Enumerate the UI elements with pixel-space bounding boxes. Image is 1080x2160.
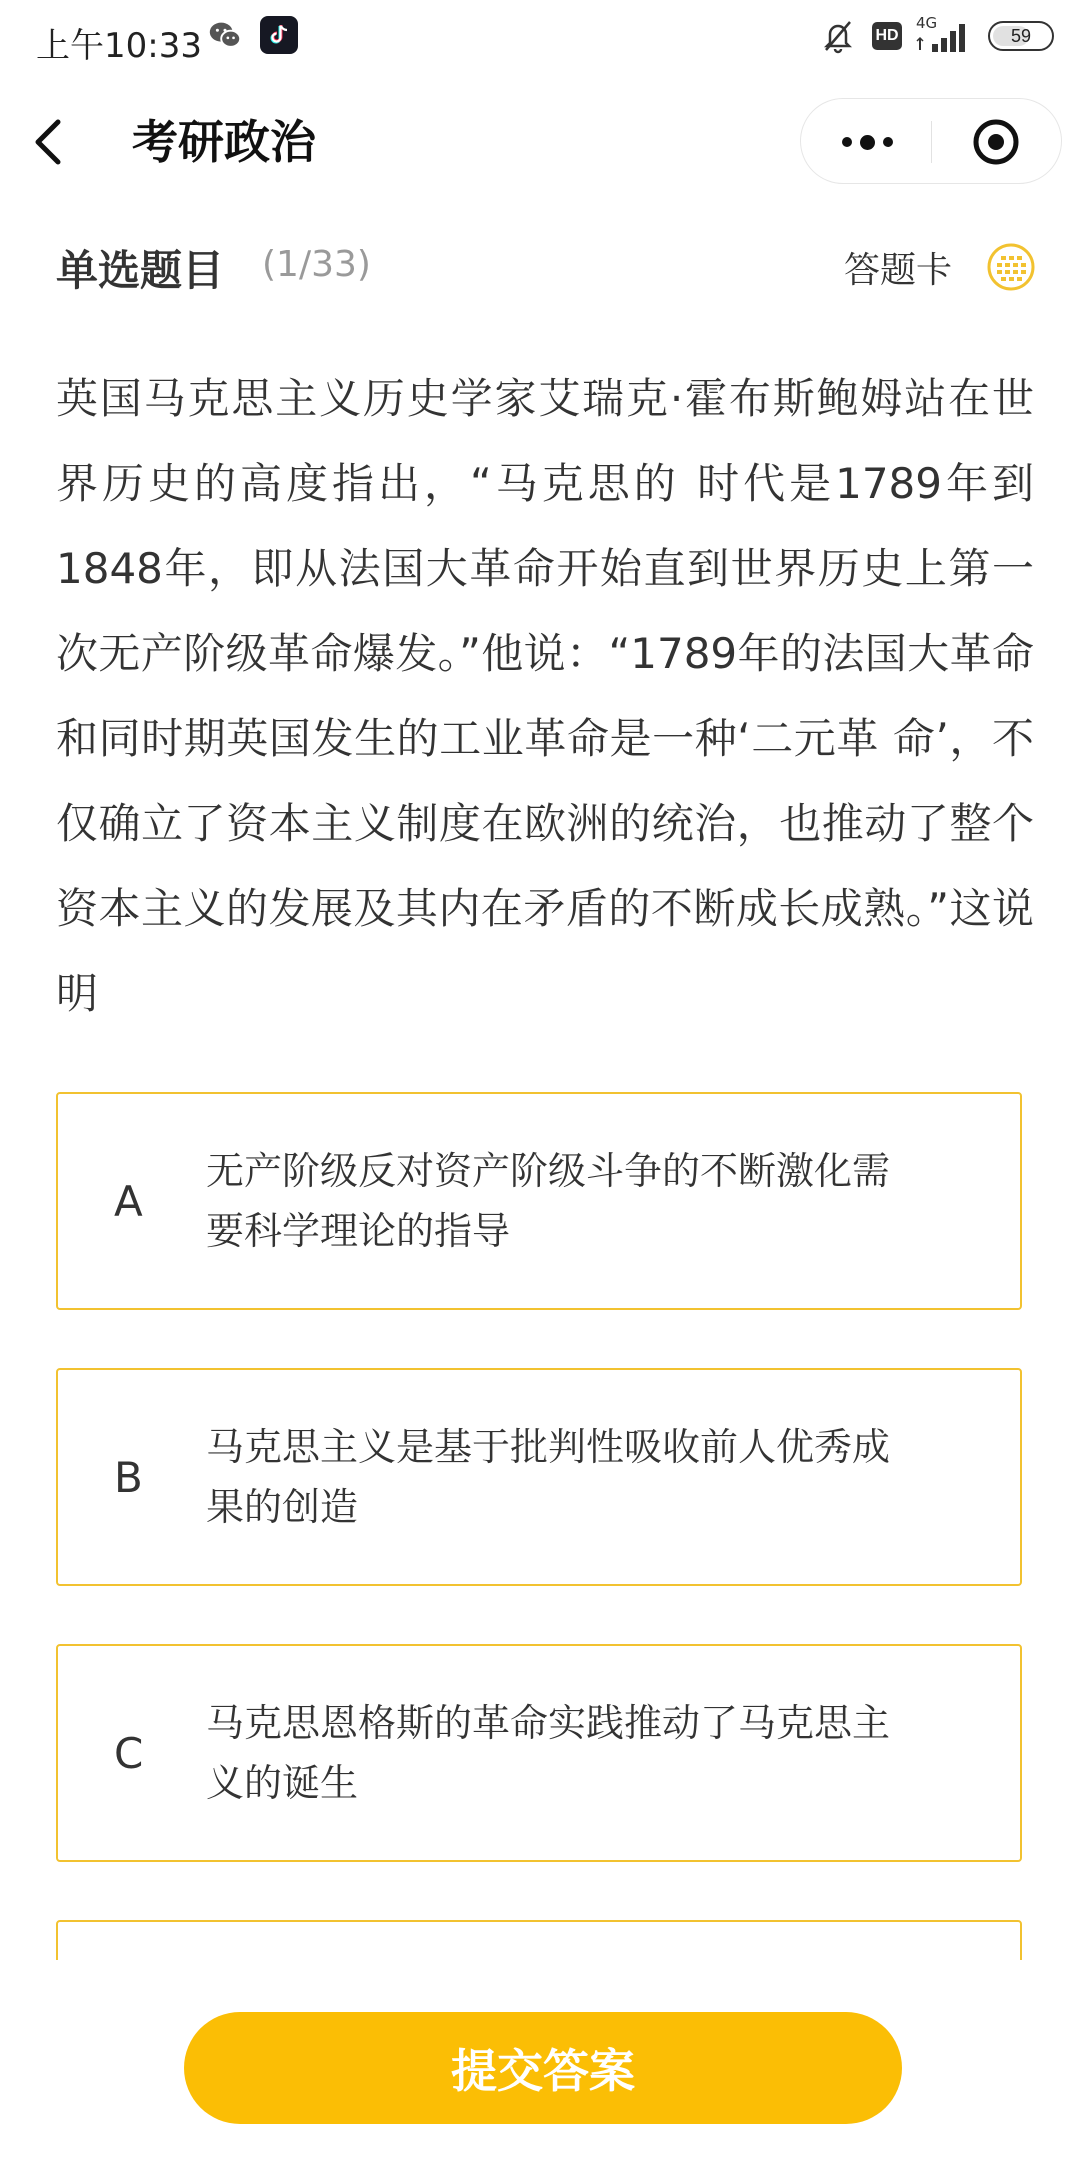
option-text: 马克思主义是基于批判性吸收前人优秀成果的创造 bbox=[206, 1425, 891, 1529]
question-progress: (1/33) bbox=[262, 244, 371, 285]
back-arrow-icon[interactable] bbox=[22, 114, 78, 170]
hd-badge: HD bbox=[872, 22, 902, 50]
wechat-icon bbox=[206, 16, 244, 54]
mini-program-capsule bbox=[800, 98, 1062, 184]
question-text: 英国马克思主义历史学家艾瑞克·霍布斯鲍姆站在世界历史的高度指出，“马克思的 时代是1789年到1848年，即从法国大革命开始直到世界历史上第一次无产阶级革命爆发。”他说：“1789年的法国大革命和同时期英国发生的工业革命是一种‘二元革 命’，不仅确立了资本主义制度在欧洲的统治，也推动了整个资本主义的发展及其内在矛盾的不断成长成熟。”这说明 bbox=[56, 374, 1034, 1018]
option-c[interactable] bbox=[56, 1644, 1022, 1862]
close-target-icon[interactable] bbox=[971, 117, 1021, 167]
more-dot-icon bbox=[842, 137, 852, 147]
option-a[interactable] bbox=[56, 1092, 1022, 1310]
more-dot-icon bbox=[860, 135, 875, 150]
section-title: 单选题目 bbox=[56, 246, 225, 295]
more-menu-button[interactable] bbox=[831, 119, 903, 165]
bottom-bar bbox=[0, 1960, 1080, 2160]
answer-card-grid-icon bbox=[986, 242, 1036, 292]
status-time: 上午10:33 bbox=[36, 26, 202, 66]
option-text: 马克思恩格斯的革命实践推动了马克思主义的诞生 bbox=[206, 1701, 891, 1805]
section-header bbox=[56, 232, 1036, 302]
answer-card-button[interactable] bbox=[844, 232, 1036, 302]
answer-card-label: 答题卡 bbox=[843, 249, 952, 291]
nav-bar bbox=[0, 96, 1080, 188]
option-letter: A bbox=[114, 1176, 143, 1226]
more-dot-icon bbox=[883, 137, 893, 147]
status-bar bbox=[0, 0, 1080, 76]
battery-indicator bbox=[988, 21, 1054, 51]
system-status bbox=[818, 16, 1054, 56]
mute-bell-icon bbox=[818, 16, 858, 56]
page-title: 考研政治 bbox=[132, 115, 316, 169]
option-b[interactable] bbox=[56, 1368, 1022, 1586]
option-letter: C bbox=[114, 1728, 144, 1778]
option-text: 无产阶级反对资产阶级斗争的不断激化需要科学理论的指导 bbox=[206, 1149, 891, 1253]
submit-answer-button[interactable]: 提交答案 bbox=[184, 2012, 902, 2124]
signal-bars-icon bbox=[916, 16, 974, 56]
option-letter: B bbox=[114, 1452, 143, 1502]
network-type: 4G bbox=[916, 14, 938, 32]
battery-level: 59 bbox=[1010, 25, 1032, 46]
capsule-divider bbox=[931, 121, 932, 163]
tiktok-icon bbox=[260, 16, 298, 54]
signal-indicator bbox=[916, 16, 974, 56]
notification-icons bbox=[206, 16, 298, 54]
